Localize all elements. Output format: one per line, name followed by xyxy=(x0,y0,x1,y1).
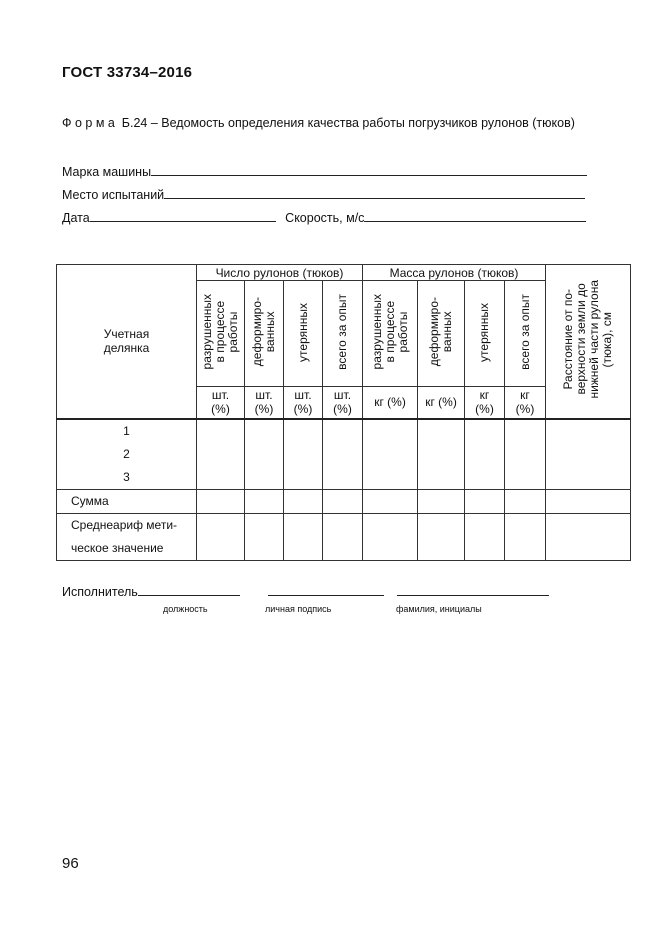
standard-number: ГОСТ 33734–2016 xyxy=(62,64,193,81)
date-line[interactable] xyxy=(90,208,276,222)
plot-number: 3 xyxy=(123,469,130,484)
data-cell[interactable] xyxy=(197,513,245,560)
data-cell[interactable] xyxy=(418,513,465,560)
data-cell[interactable] xyxy=(505,513,546,560)
speed-line[interactable] xyxy=(364,208,586,222)
table-row xyxy=(57,419,631,490)
data-cell[interactable] xyxy=(505,419,546,490)
count-destroyed-header: разрушенных в процессе работы xyxy=(197,281,245,387)
data-cell[interactable] xyxy=(465,489,505,513)
plot-number: 2 xyxy=(123,446,130,461)
place-line[interactable] xyxy=(164,185,585,199)
data-cell[interactable] xyxy=(323,419,363,490)
data-cell[interactable] xyxy=(465,419,505,490)
page-number: 96 xyxy=(62,855,79,872)
unit-cell: кг (%) xyxy=(465,387,505,419)
unit-cell: кг (%) xyxy=(418,387,465,419)
table-row xyxy=(57,489,631,513)
count-deformed-header: деформиро- ванных xyxy=(245,281,284,387)
name-caption: фамилия, инициалы xyxy=(396,604,482,614)
date-speed-field xyxy=(62,208,586,225)
unit-cell: шт. (%) xyxy=(284,387,323,419)
machine-field xyxy=(62,162,587,179)
mass-destroyed-header: разрушенных в процессе работы xyxy=(363,281,418,387)
signature-line[interactable] xyxy=(268,582,384,596)
data-cell[interactable] xyxy=(465,513,505,560)
sum-label: Сумма xyxy=(57,489,197,513)
date-label: Дата xyxy=(62,211,90,225)
data-cell[interactable] xyxy=(284,513,323,560)
position-caption: должность xyxy=(163,604,208,614)
count-lost-header: утерянных xyxy=(284,281,323,387)
data-cell[interactable] xyxy=(323,489,363,513)
results-table xyxy=(56,264,631,561)
unit-cell: кг (%) xyxy=(363,387,418,419)
mass-group-header: Масса рулонов (тюков) xyxy=(363,265,546,281)
table-row xyxy=(57,513,631,560)
data-cell[interactable] xyxy=(505,489,546,513)
mass-total-header: всего за опыт xyxy=(505,281,546,387)
executor-field xyxy=(62,582,240,599)
data-cell[interactable] xyxy=(284,489,323,513)
data-cell[interactable] xyxy=(245,513,284,560)
data-cell[interactable] xyxy=(363,419,418,490)
distance-header: Расстояние от по- верхности земли до нижней части рулона (тюка), см xyxy=(546,265,631,419)
data-cell[interactable] xyxy=(284,419,323,490)
mass-deformed-header: деформиро- ванных xyxy=(418,281,465,387)
form-title: Ф о р м а Б.24 – Ведомость определения качества работы погрузчиков рулонов (тюков) xyxy=(62,116,575,130)
unit-cell: кг (%) xyxy=(505,387,546,419)
data-cell[interactable] xyxy=(418,419,465,490)
machine-label: Марка машины xyxy=(62,165,152,179)
data-cell[interactable] xyxy=(197,419,245,490)
place-field xyxy=(62,185,585,202)
data-cell[interactable] xyxy=(363,513,418,560)
data-cell[interactable] xyxy=(245,489,284,513)
count-group-header: Число рулонов (тюков) xyxy=(197,265,363,281)
unit-cell: шт. (%) xyxy=(245,387,284,419)
plot-header: Учетная делянка xyxy=(57,265,197,419)
plot-number: 1 xyxy=(123,423,130,438)
count-total-header: всего за опыт xyxy=(323,281,363,387)
speed-label: Скорость, м/с xyxy=(285,211,365,225)
plot-numbers xyxy=(57,419,197,490)
data-cell[interactable] xyxy=(546,489,631,513)
mass-lost-header: утерянных xyxy=(465,281,505,387)
data-cell[interactable] xyxy=(323,513,363,560)
unit-cell: шт. (%) xyxy=(197,387,245,419)
name-line[interactable] xyxy=(397,582,549,596)
position-line[interactable] xyxy=(138,582,240,596)
data-cell[interactable] xyxy=(363,489,418,513)
data-cell[interactable] xyxy=(197,489,245,513)
machine-line[interactable] xyxy=(151,162,587,176)
data-cell[interactable] xyxy=(418,489,465,513)
mean-label: Среднеариф мети- ческое значение xyxy=(57,513,197,560)
data-cell[interactable] xyxy=(245,419,284,490)
unit-cell: шт. (%) xyxy=(323,387,363,419)
data-cell[interactable] xyxy=(546,513,631,560)
data-cell[interactable] xyxy=(546,419,631,490)
executor-label: Исполнитель xyxy=(62,585,138,599)
place-label: Место испытаний xyxy=(62,188,165,202)
signature-caption: личная подпись xyxy=(265,604,332,614)
